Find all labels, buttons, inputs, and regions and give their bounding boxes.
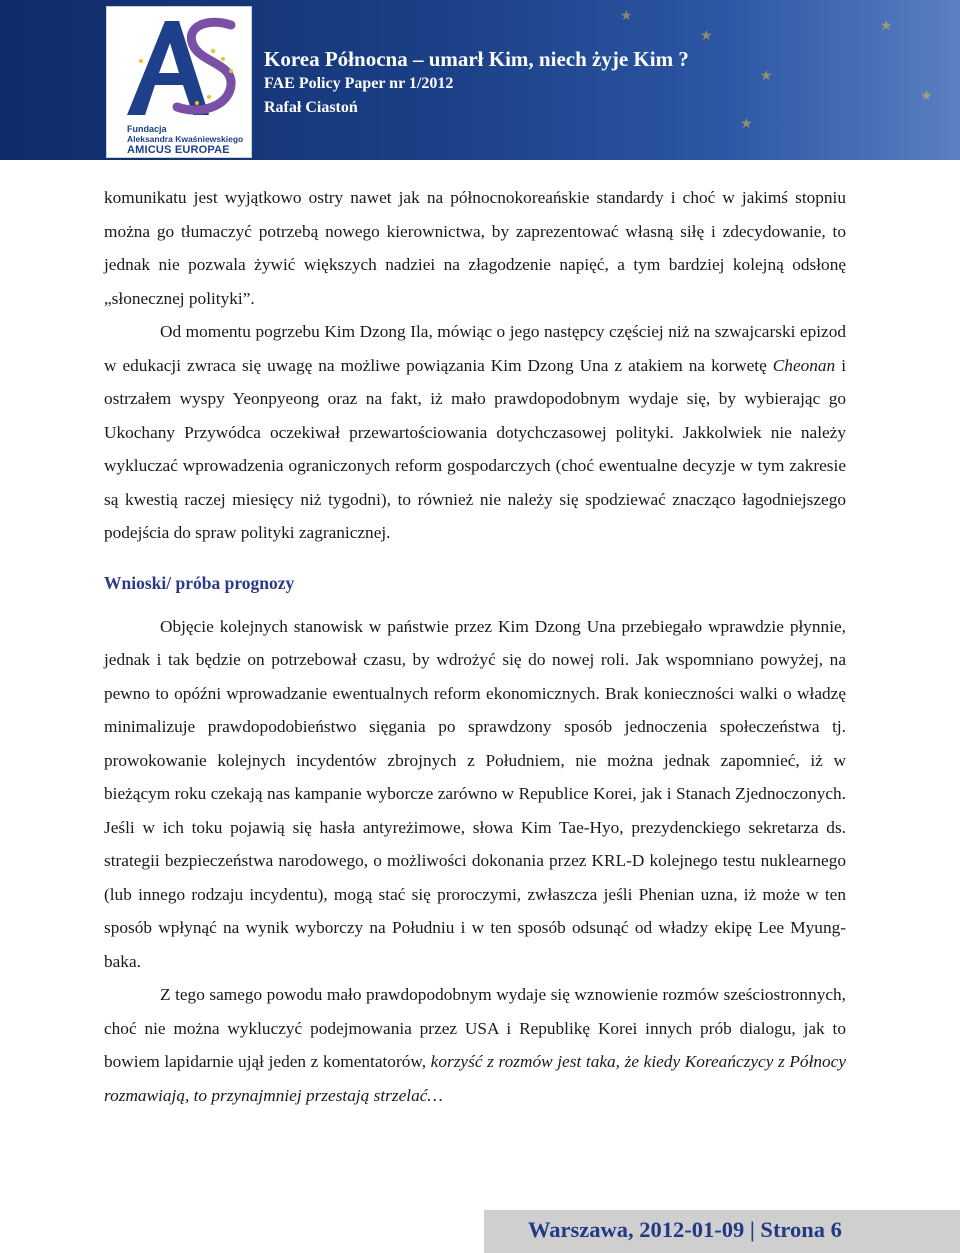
logo-line3: AMICUS EUROPAE xyxy=(127,144,230,156)
eu-star-icon: ★ xyxy=(740,117,753,132)
footer-location-page: Warszawa, 2012-01-09 | Strona 6 xyxy=(528,1217,842,1242)
paragraph-3: Objęcie kolejnych stanowisk w państwie przez Kim Dzong Una przebiegało wprawdzie płynnie, jednak i tak będzie on potrzebował czasu, by wdrożyć się do nowej roli. Jak wspomniano powyżej, na pewno to opóźni wprowadzanie ewentualnych reform ekonomicznych. Brak konieczności walki o władzę minimalizuje prawdopodobieństwo sięgania po sprawdzony sposób jednoczenia społeczeństwa tj. prowokowanie kolejnych incydentów zbrojnych z Południem, nie można jednak zapomnieć, iż w bieżącym roku czekają nas kampanie wyborcze zarówno w Republice Korei, jak i Stanach Zjednoczonych. Jeśli w ich toku pojawią się hasła antyreżimowe, słowa Kim Tae-Hyo, prezydenckiego sekretarza ds. strategii bezpieczeństwa narodowego, o możliwości dokonania przez KRL-D kolejnego testu nuklearnego (lub innego rodzaju incydentu), mogą stać się proroczymi, zwłaszcza jeśli Phenian uzna, iż może w ten sposób wpłynąć na wynik wyborczy na Południu i w ten sposób odsunąć od władzy ekipę Lee Myung-baka. xyxy=(104,616,846,971)
paragraph-4-quote: korzyść z rozmów jest taka, że kiedy Koreańczycy z Północy rozmawiają, to przynajmniej przestają strzelać… xyxy=(104,1052,847,1105)
paragraph-2-part-c: i ostrzałem wyspy Yeonpyeong oraz na fakt, iż mało prawdopodobnym wydaje się, by wybierając go Ukochany Przywódca oczekiwał przewartościowania dotychczasowej polityki. Jakkolwiek nie należy wykluczać wprowadzenia ograniczonych reform gospodarczych (choć ewentualne decyzje w tym zakresie są kwestią raczej miesięcy niż tygodni), to również nie należy się spodziewać znacząco łagodniejszego podejścia do spraw polityki zagranicznej. xyxy=(104,355,846,542)
paragraph-2-part-a: Od momentu pogrzebu Kim Dzong Ila, mówiąc o jego następcy częściej niż na szwajcarski epizod w edukacji zwraca się uwagę na możliwe powiązania Kim Dzong Una z atakiem na korwetę xyxy=(104,322,846,375)
eu-star-icon: ★ xyxy=(880,19,893,34)
fae-logo-icon xyxy=(113,11,247,123)
logo-line1: Fundacja xyxy=(127,124,167,134)
paragraph-4-part-a: Z tego samego powodu mało prawdopodobnym wydaje się wznowienie rozmów sześciostronnych, choć nie można wykluczyć podejmowania przez USA i Republikę Korei innych prób dialogu, jak to bowiem lapidarnie ujął jeden z komentatorów, xyxy=(104,985,846,1071)
page-footer xyxy=(484,1210,960,1253)
eu-star-icon: ★ xyxy=(760,69,773,84)
paragraph-4 xyxy=(104,978,846,1112)
eu-star-icon: ★ xyxy=(920,89,933,104)
document-body xyxy=(104,181,846,1112)
document-author: Rafał Ciastoń xyxy=(264,99,358,116)
document-title: Korea Północna – umarł Kim, niech żyje Kim ? xyxy=(264,47,689,71)
document-subtitle: FAE Policy Paper nr 1/2012 xyxy=(264,75,454,92)
header-titles xyxy=(264,46,689,120)
header-banner xyxy=(0,0,960,160)
logo-line2: Aleksandra Kwaśniewskiego xyxy=(127,134,244,144)
paragraph-1: komunikatu jest wyjątkowo ostry nawet jak na północnokoreańskie standardy i choć w jakimś stopniu można go tłumaczyć potrzebą nowego kierownictwa, by zaprezentować własną siłę i zdecydowanie, to jednak nie pozwala żywić większych nadziei na złagodzenie napięć, a tym bardziej kolejną odsłonę „słonecznej polityki”. xyxy=(104,188,846,308)
eu-star-icon: ★ xyxy=(700,29,713,44)
eu-star-icon: ★ xyxy=(620,9,633,24)
foundation-logo xyxy=(106,6,252,158)
paragraph-2-ship-name: Cheonan xyxy=(772,355,836,375)
paragraph-2 xyxy=(104,315,846,550)
section-heading: Wnioski/ próba prognozy xyxy=(104,572,295,593)
